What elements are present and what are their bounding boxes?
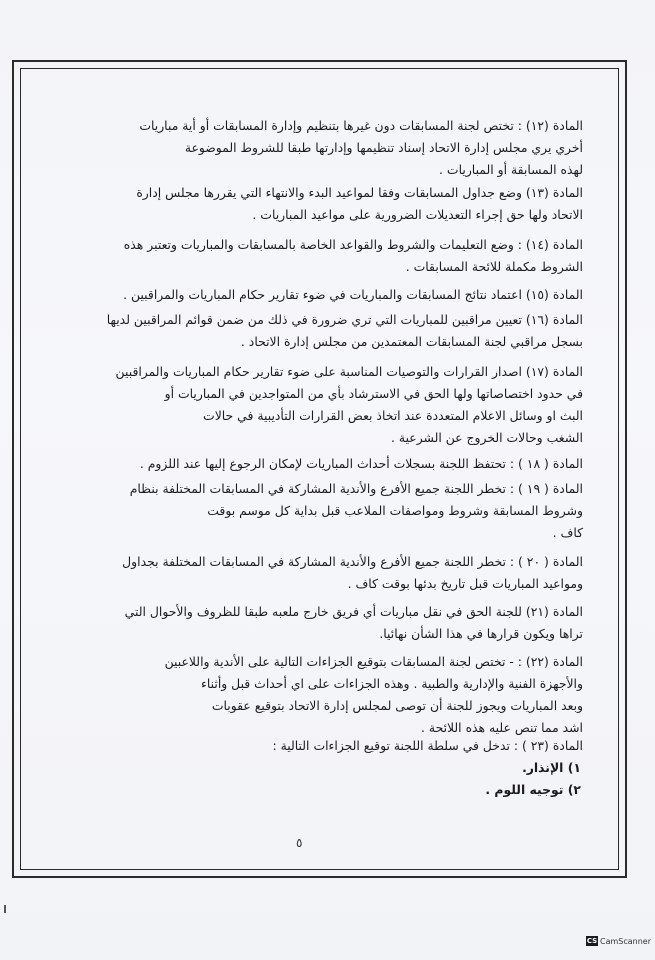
page-number: ٥ bbox=[296, 836, 303, 850]
article-14 bbox=[63, 234, 583, 278]
article-line: المادة (١٥) اعتماد نتائج المسابقات والمباريات في ضوء تقارير حكام المباريات والمراقبين . bbox=[123, 287, 583, 302]
article-line: المادة (١٢) : تختص لجنة المسابقات دون غيرها بتنظيم وإدارة المسابقات أو أية مباريات bbox=[139, 118, 583, 133]
article-22 bbox=[63, 651, 583, 739]
article-line: المادة (١٣) وضع جداول المسابقات وفقا لمواعيد البدء والانتهاء التي يقررها مجلس إدارة bbox=[136, 185, 583, 200]
article-line: ومواعيد المباريات قبل تاريخ بدئها بوقت كاف . bbox=[347, 576, 583, 591]
article-line: المادة ( ٢٠ ) : تخطر اللجنة جميع الأفرع والأندية المشاركة في المسابقات المختلفة بجداول bbox=[122, 554, 583, 569]
article-line: المادة (١٧) اصدار القرارات والتوصيات المناسبة على ضوء تقارير حكام المباريات والمراقبين bbox=[115, 364, 583, 379]
article-13 bbox=[63, 182, 583, 226]
article-line: المادة (٢١) للجنة الحق في نقل مباريات أي فريق خارج ملعبه طبقا للظروف والأحوال التي bbox=[124, 604, 583, 619]
article-line: وبعد المباريات ويجوز للجنة أن توصى لمجلس إدارة الاتحاد بتوقيع عقوبات bbox=[211, 698, 583, 713]
article-line: المادة (٢٣ ) : تدخل في سلطة اللجنة توقيع الجزاءات التالية : bbox=[272, 738, 583, 753]
article-line: الشروط مكملة للائحة المسابقات . bbox=[405, 259, 583, 274]
article-line: تراها ويكون قرارها في هذا الشأن نهائيا. bbox=[379, 626, 583, 641]
article-line: بسجل مراقبي لجنة المسابقات المعتمدين من مجلس إدارة الاتحاد . bbox=[240, 334, 583, 349]
article-line: المادة ( ١٩ ) : تخطر اللجنة جميع الأفرع والأندية المشاركة في المسابقات المختلفة بنظام bbox=[129, 481, 583, 496]
article-line: المادة (٢٢) : - تختص لجنة المسابقات بتوقيع الجزاءات التالية على الأندية واللاعبين bbox=[164, 654, 583, 669]
camscanner-icon: CS bbox=[586, 937, 598, 945]
article-15 bbox=[63, 284, 583, 306]
article-21 bbox=[63, 601, 583, 645]
scan-artifact bbox=[4, 905, 6, 913]
article-20 bbox=[63, 551, 583, 595]
article-line: المادة (١٦) تعيين مراقبين للمباريات التي تري ضرورة في ذلك من ضمن قوائم المراقبين لديها bbox=[106, 312, 583, 327]
article-line: المادة (١٤) : وضع التعليمات والشروط والقواعد الخاصة بالمسابقات والمباريات وتعتبر هذه bbox=[123, 237, 583, 252]
article-line: أخري يري مجلس إدارة الاتحاد إسناد تنظيمها وإدارتها طبقا للشروط الموضوعة bbox=[184, 140, 583, 155]
article-line: البث او وسائل الاعلام المتعددة عند اتخاذ بعض القرارات التأديبية في حالات bbox=[203, 408, 583, 423]
article-19 bbox=[63, 478, 583, 544]
article-line: الاتحاد ولها حق إجراء التعديلات الضرورية على مواعيد المباريات . bbox=[252, 207, 583, 222]
scanner-label: CamScanner bbox=[599, 936, 651, 946]
article-line: في حدود اختصاصاتها ولها الحق في الاسترشاد بأي من المتواجدين في المباريات أو bbox=[164, 386, 583, 401]
penalty-list-item: ٢) توجيه اللوم . bbox=[485, 782, 581, 797]
article-line: وشروط المسابقة وشروط ومواصفات الملاعب قبل بداية كل موسم بوقت bbox=[207, 503, 583, 518]
article-line: والأجهزة الفنية والإدارية والطبية . وهذه الجزاءات على اي أحداث قبل وأثناء bbox=[201, 676, 583, 691]
scanner-watermark bbox=[586, 936, 651, 946]
article-16 bbox=[63, 309, 583, 353]
article-line: لهذه المسابقة أو المباريات . bbox=[439, 162, 583, 177]
article-line: المادة ( ١٨ ) : تحتفظ اللجنة بسجلات أحداث المباريات لإمكان الرجوع إليها عند اللزوم . bbox=[139, 456, 583, 471]
article-23 bbox=[63, 735, 583, 757]
article-18 bbox=[63, 453, 583, 475]
article-line: اشد مما تنص عليه هذه اللائحة . bbox=[421, 720, 583, 735]
article-line: الشغب وحالات الخروج عن الشرعية . bbox=[391, 430, 583, 445]
article-12 bbox=[63, 115, 583, 181]
article-line: كاف . bbox=[552, 525, 583, 540]
article-17 bbox=[63, 361, 583, 449]
penalty-list-item: ١) الإنذار. bbox=[522, 760, 581, 775]
